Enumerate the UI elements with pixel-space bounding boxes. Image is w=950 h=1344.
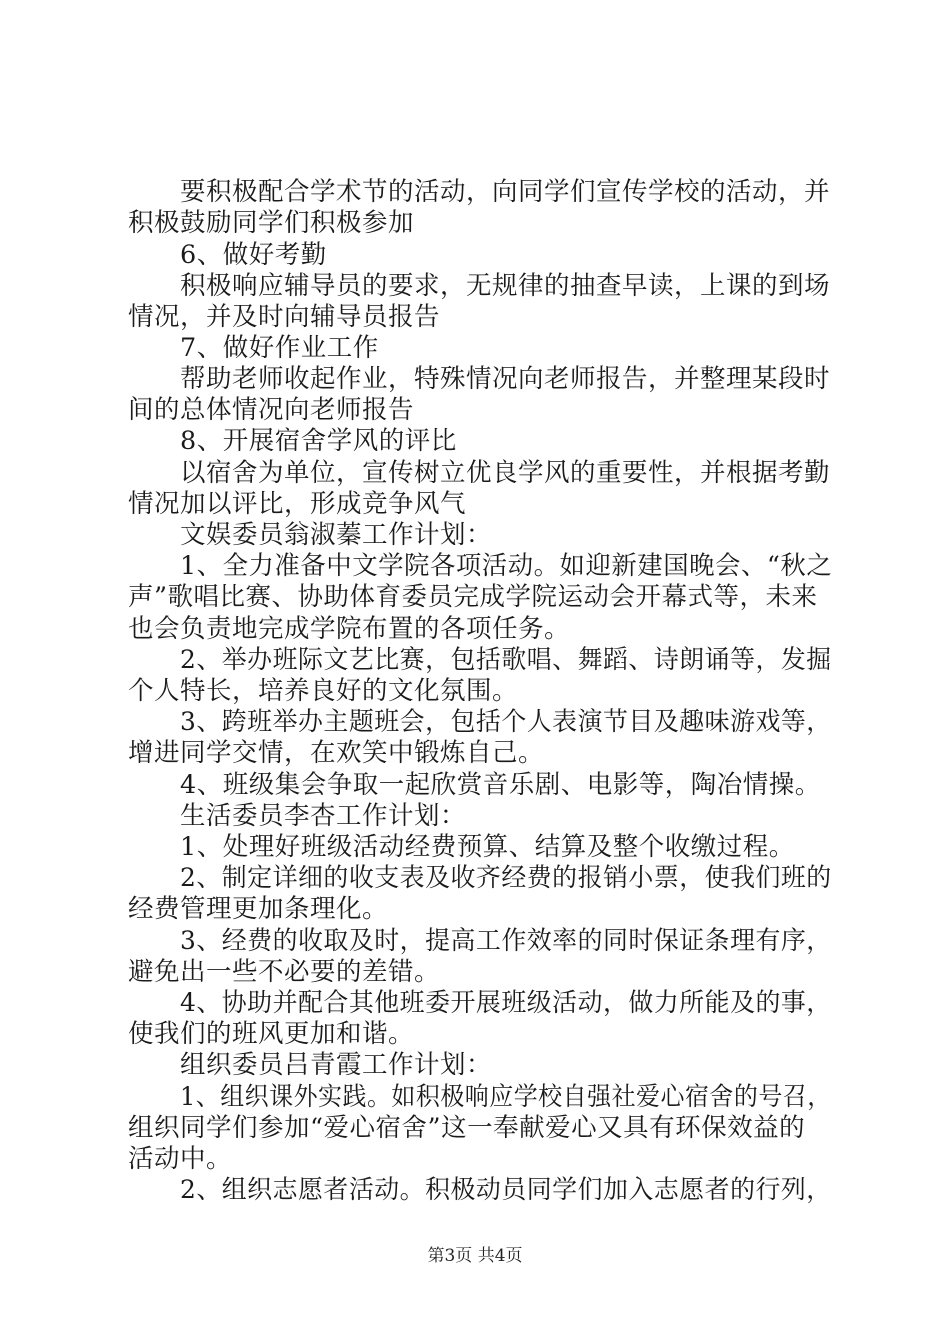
text-line: 积极鼓励同学们积极参加 [128, 208, 415, 238]
text-line: 4、协助并配合其他班委开展班级活动，做力所能及的事， [180, 988, 832, 1018]
page-number-footer: 第3页 共4页 [427, 1246, 523, 1266]
text-line: 使我们的班风更加和谐。 [128, 1019, 415, 1049]
text-line: 6、做好考勤 [180, 240, 327, 270]
text-line: 2、组织志愿者活动。积极动员同学们加入志愿者的行列， [180, 1175, 832, 1205]
text-line: 以宿舍为单位，宣传树立优良学风的重要性，并根据考勤 [180, 458, 831, 488]
text-line: 也会负责地完成学院布置的各项任务。 [128, 614, 571, 644]
text-line: 1、处理好班级活动经费预算、结算及整个收缴过程。 [180, 832, 795, 862]
text-line: 避免出一些不必要的差错。 [128, 957, 441, 987]
text-line: 帮助老师收起作业，特殊情况向老师报告，并整理某段时 [180, 364, 831, 394]
text-line: 3、跨班举办主题班会，包括个人表演节目及趣味游戏等， [180, 707, 832, 737]
text-line: 经费管理更加条理化。 [128, 894, 389, 924]
text-line: 增进同学交情，在欢笑中锻炼自己。 [128, 738, 545, 768]
text-line: 情况，并及时向辅导员报告 [128, 302, 441, 332]
text-line: 积极响应辅导员的要求，无规律的抽查早读，上课的到场 [180, 271, 831, 301]
text-line: 间的总体情况向老师报告 [128, 395, 415, 425]
text-line: 2、制定详细的收支表及收齐经费的报销小票，使我们班的 [180, 863, 832, 893]
text-line: 个人特长，培养良好的文化氛围。 [128, 676, 519, 706]
text-line: 1、全力准备中文学院各项活动。如迎新建国晚会、“秋之 [180, 551, 833, 581]
text-line: 4、班级集会争取一起欣赏音乐剧、电影等，陶冶情操。 [180, 770, 821, 800]
text-line: 活动中。 [128, 1144, 233, 1174]
text-line: 2、举办班际文艺比赛，包括歌唱、舞蹈、诗朗诵等，发掘 [180, 645, 832, 675]
section-heading: 文娱委员翁淑蓁工作计划： [180, 520, 493, 550]
text-line: 声”歌唱比赛、协助体育委员完成学院运动会开幕式等，未来 [128, 582, 818, 612]
text-line: 3、经费的收取及时，提高工作效率的同时保证条理有序， [180, 926, 832, 956]
text-line: 1、组织课外实践。如积极响应学校自强社爱心宿舍的号召， [180, 1082, 832, 1112]
text-line: 要积极配合学术节的活动，向同学们宣传学校的活动，并 [180, 177, 831, 207]
text-line: 7、做好作业工作 [180, 333, 379, 363]
section-heading: 生活委员李杏工作计划： [180, 801, 467, 831]
section-heading: 组织委员吕青霞工作计划： [180, 1050, 493, 1080]
text-line: 组织同学们参加“爱心宿舍”这一奉献爱心又具有环保效益的 [128, 1113, 806, 1143]
text-line: 8、开展宿舍学风的评比 [180, 426, 457, 456]
text-line: 情况加以评比，形成竞争风气 [128, 489, 467, 519]
